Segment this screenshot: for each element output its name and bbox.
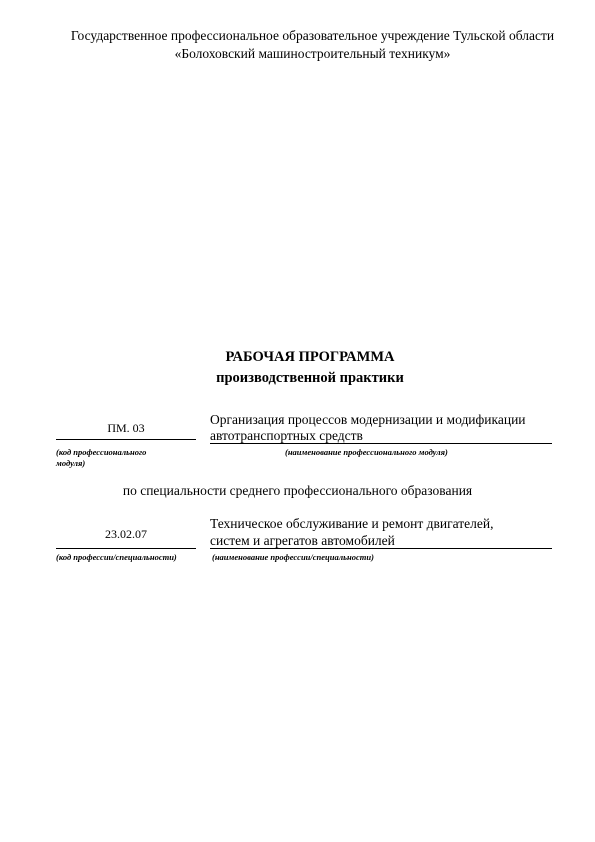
module-name-rule [210,443,552,444]
module-code-caption-line2: модуля) [56,458,86,468]
specialty-name-line2: систем и агрегатов автомобилей [210,533,395,548]
specialty-code: 23.02.07 [105,527,147,541]
module-name-line2: автотранспортных средств [210,428,363,443]
specialty-heading: по специальности среднего профессионального образования [122,483,473,498]
institution-name: Государственное профессиональное образовательное учреждение Тульской области [70,28,555,43]
specialty-name-line1: Техническое обслуживание и ремонт двигателей, [210,516,494,531]
module-code: ПМ. 03 [107,421,145,435]
module-code-rule [56,439,196,440]
specialty-code-caption: (код профессии/специальности) [56,552,177,562]
specialty-name-rule [210,548,552,549]
specialty-code-rule [56,548,196,549]
document-subtitle: производственной практики [216,370,404,386]
module-code-caption: (код профессионального [56,447,147,457]
module-name-line1: Организация процессов модернизации и модификации [210,412,526,427]
institution-college-name: «Болоховский машиностроительный техникум» [174,46,451,61]
module-name-caption: (наименование профессионального модуля) [285,447,448,457]
document-title: РАБОЧАЯ ПРОГРАММА [225,349,395,365]
specialty-name-caption: (наименование профессии/специальности) [212,552,374,562]
